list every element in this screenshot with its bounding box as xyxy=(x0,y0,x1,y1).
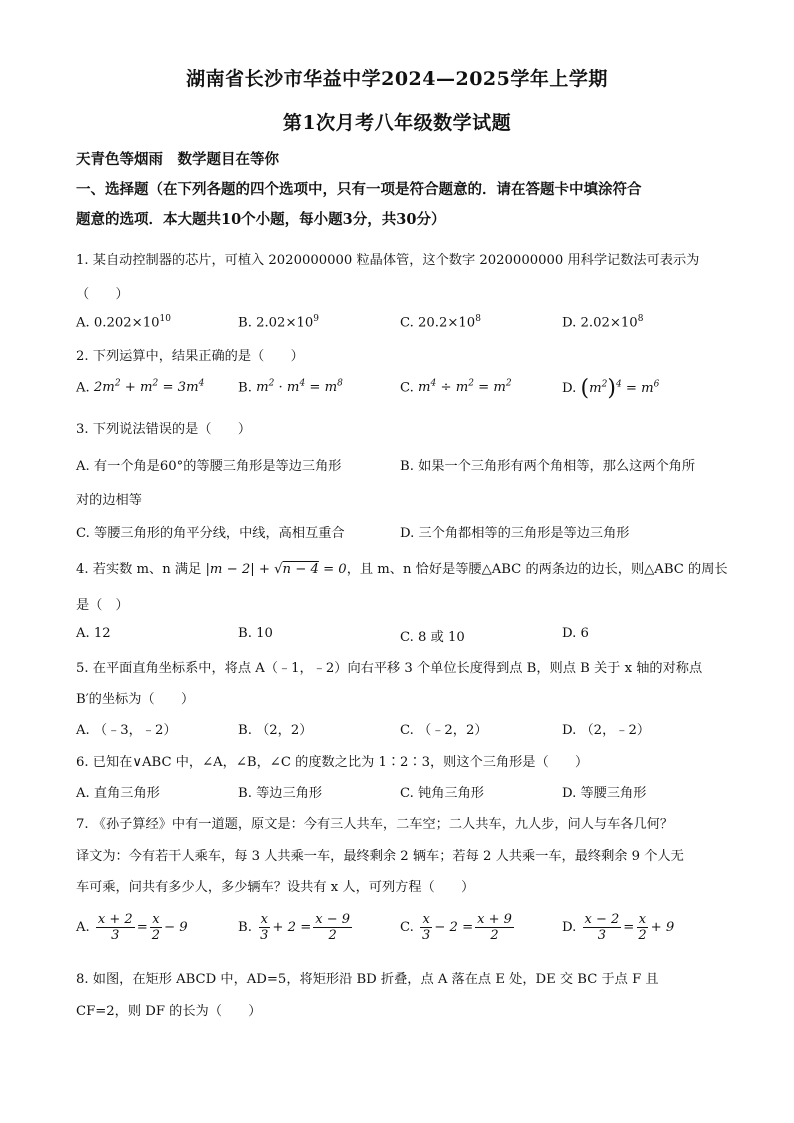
q8-stem: 8. 如图，在矩形 ABCD 中，AD=5，将矩形沿 BD 折叠，点 A 落在点 E 处，DE 交 BC 于点 F 且 xyxy=(76,972,659,987)
q6-option-b: B. 等边三角形 xyxy=(238,786,323,801)
q4-option-d: D. 6 xyxy=(562,626,589,641)
q1-option-a: A. $0.202\times 10^{10}$ xyxy=(76,314,171,331)
q1-stem-cont: （ ） xyxy=(76,287,129,302)
motto: 天青色等烟雨 数学题目在等你 xyxy=(76,151,279,168)
q4-option-c: C. 8 或 10 xyxy=(400,630,465,645)
q3-option-a: A. 有一个角是60°的等腰三角形是等边三角形 xyxy=(76,459,342,474)
q1-option-d: D. $2.02\times 10^8$ xyxy=(562,314,644,331)
q5-stem-cont: B′的坐标为（ ） xyxy=(76,692,195,707)
section1-heading: 一、选择题（在下列各题的四个选项中，只有一项是符合题意的．请在答题卡中填涂符合 xyxy=(76,181,642,198)
q3-option-c: C. 等腰三角形的角平分线，中线，高相互重合 xyxy=(76,526,345,541)
q3-option-b-cont: 对的边相等 xyxy=(76,493,142,508)
q5-option-c: C. （﹣2，2） xyxy=(400,723,488,738)
q3-option-b: B. 如果一个三角形有两个角相等，那么这两个角所 xyxy=(400,459,696,474)
exam-title-line2: 第1次月考八年级数学试题 xyxy=(282,112,512,134)
q7-option-a: A. $\frac{x + 2}{3}$ = $\frac{x}{2}$ − 9 xyxy=(76,912,188,943)
q7-option-d: D. $\frac{x - 2}{3}$ = $\frac{x}{2}$ + 9 xyxy=(562,912,675,943)
q4-stem: 4. 若实数 m、n 满足 |m − 2| + √n − 4 = 0，且 m、n 恰好是等腰△ABC 的两条边的边长，则△ABC 的周长 xyxy=(76,562,728,577)
q7-stem: 7. 《孙子算经》中有一道题，原文是：今有三人共车，二车空；二人共车，九人步，问人与车各几何？ xyxy=(76,817,674,832)
q7-option-c: C. $\frac{x}{3}$ − 2 = $\frac{x + 9}{2}$ xyxy=(400,912,512,943)
q1-option-b: B. $2.02\times 10^9$ xyxy=(238,314,320,331)
q1-option-c: C. $20.2\times 10^8$ xyxy=(400,314,481,331)
q4-stem-cont: 是（ ） xyxy=(76,598,129,613)
q4-option-a: A. 12 xyxy=(76,626,111,641)
q6-option-c: C. 钝角三角形 xyxy=(400,786,484,801)
q3-option-d: D. 三个角都相等的三角形是等边三角形 xyxy=(400,526,630,541)
q6-stem: 6. 已知在∨ABC 中，∠A，∠B，∠C 的度数之比为 1∶2∶3，则这个三角形是（ ） xyxy=(76,755,589,770)
q6-option-d: D. 等腰三角形 xyxy=(562,786,647,801)
q7-option-b: B. $\frac{x}{3}$ + 2 = $\frac{x - 9}{2}$ xyxy=(238,912,351,943)
q4-option-b: B. 10 xyxy=(238,626,273,641)
q2-option-b: B. $m^2 \cdot m^4 = m^8$ xyxy=(238,379,343,396)
q8-stem-cont: CF=2，则 DF 的长为（ ） xyxy=(76,1004,262,1019)
section1-heading-cont: 题意的选项．本大题共10个小题，每小题3分，共30分） xyxy=(76,211,446,228)
q5-stem: 5. 在平面直角坐标系中，将点 A（﹣1，﹣2）向右平移 3 个单位长度得到点 B，则点 B 关于 x 轴的对称点 xyxy=(76,661,703,676)
exam-title-line1: 湖南省长沙市华益中学2024—2025学年上学期 xyxy=(186,68,608,90)
q5-option-b: B. （2，2） xyxy=(238,723,313,738)
q2-stem: 2. 下列运算中，结果正确的是（ ） xyxy=(76,349,304,364)
q5-option-a: A. （﹣3，﹣2） xyxy=(76,723,177,738)
q2-option-c: C. $m^4 \div m^2 = m^2$ xyxy=(400,379,512,396)
q1-stem: 1. 某自动控制器的芯片，可植入 2020000000 粒晶体管，这个数字 2020000000 用科学记数法可表示为 xyxy=(76,253,700,268)
q2-option-a: A. $2m^2 + m^2 = 3m^4$ xyxy=(76,379,205,396)
q7-stem-cont2: 车可乘，问共有多少人，多少辆车？设共有 x 人，可列方程（ ） xyxy=(76,880,475,895)
q7-stem-cont1: 译文为：今有若干人乘车，每 3 人共乘一车，最终剩余 2 辆车；若每 2 人共乘一车，最终剩余 9 个人无 xyxy=(76,849,684,864)
q5-option-d: D. （2，﹣2） xyxy=(562,723,651,738)
q6-option-a: A. 直角三角形 xyxy=(76,786,160,801)
q2-option-d: D. $(m^2)^4 = m^6$ xyxy=(562,376,660,401)
q3-stem: 3. 下列说法错误的是（ ） xyxy=(76,422,252,437)
